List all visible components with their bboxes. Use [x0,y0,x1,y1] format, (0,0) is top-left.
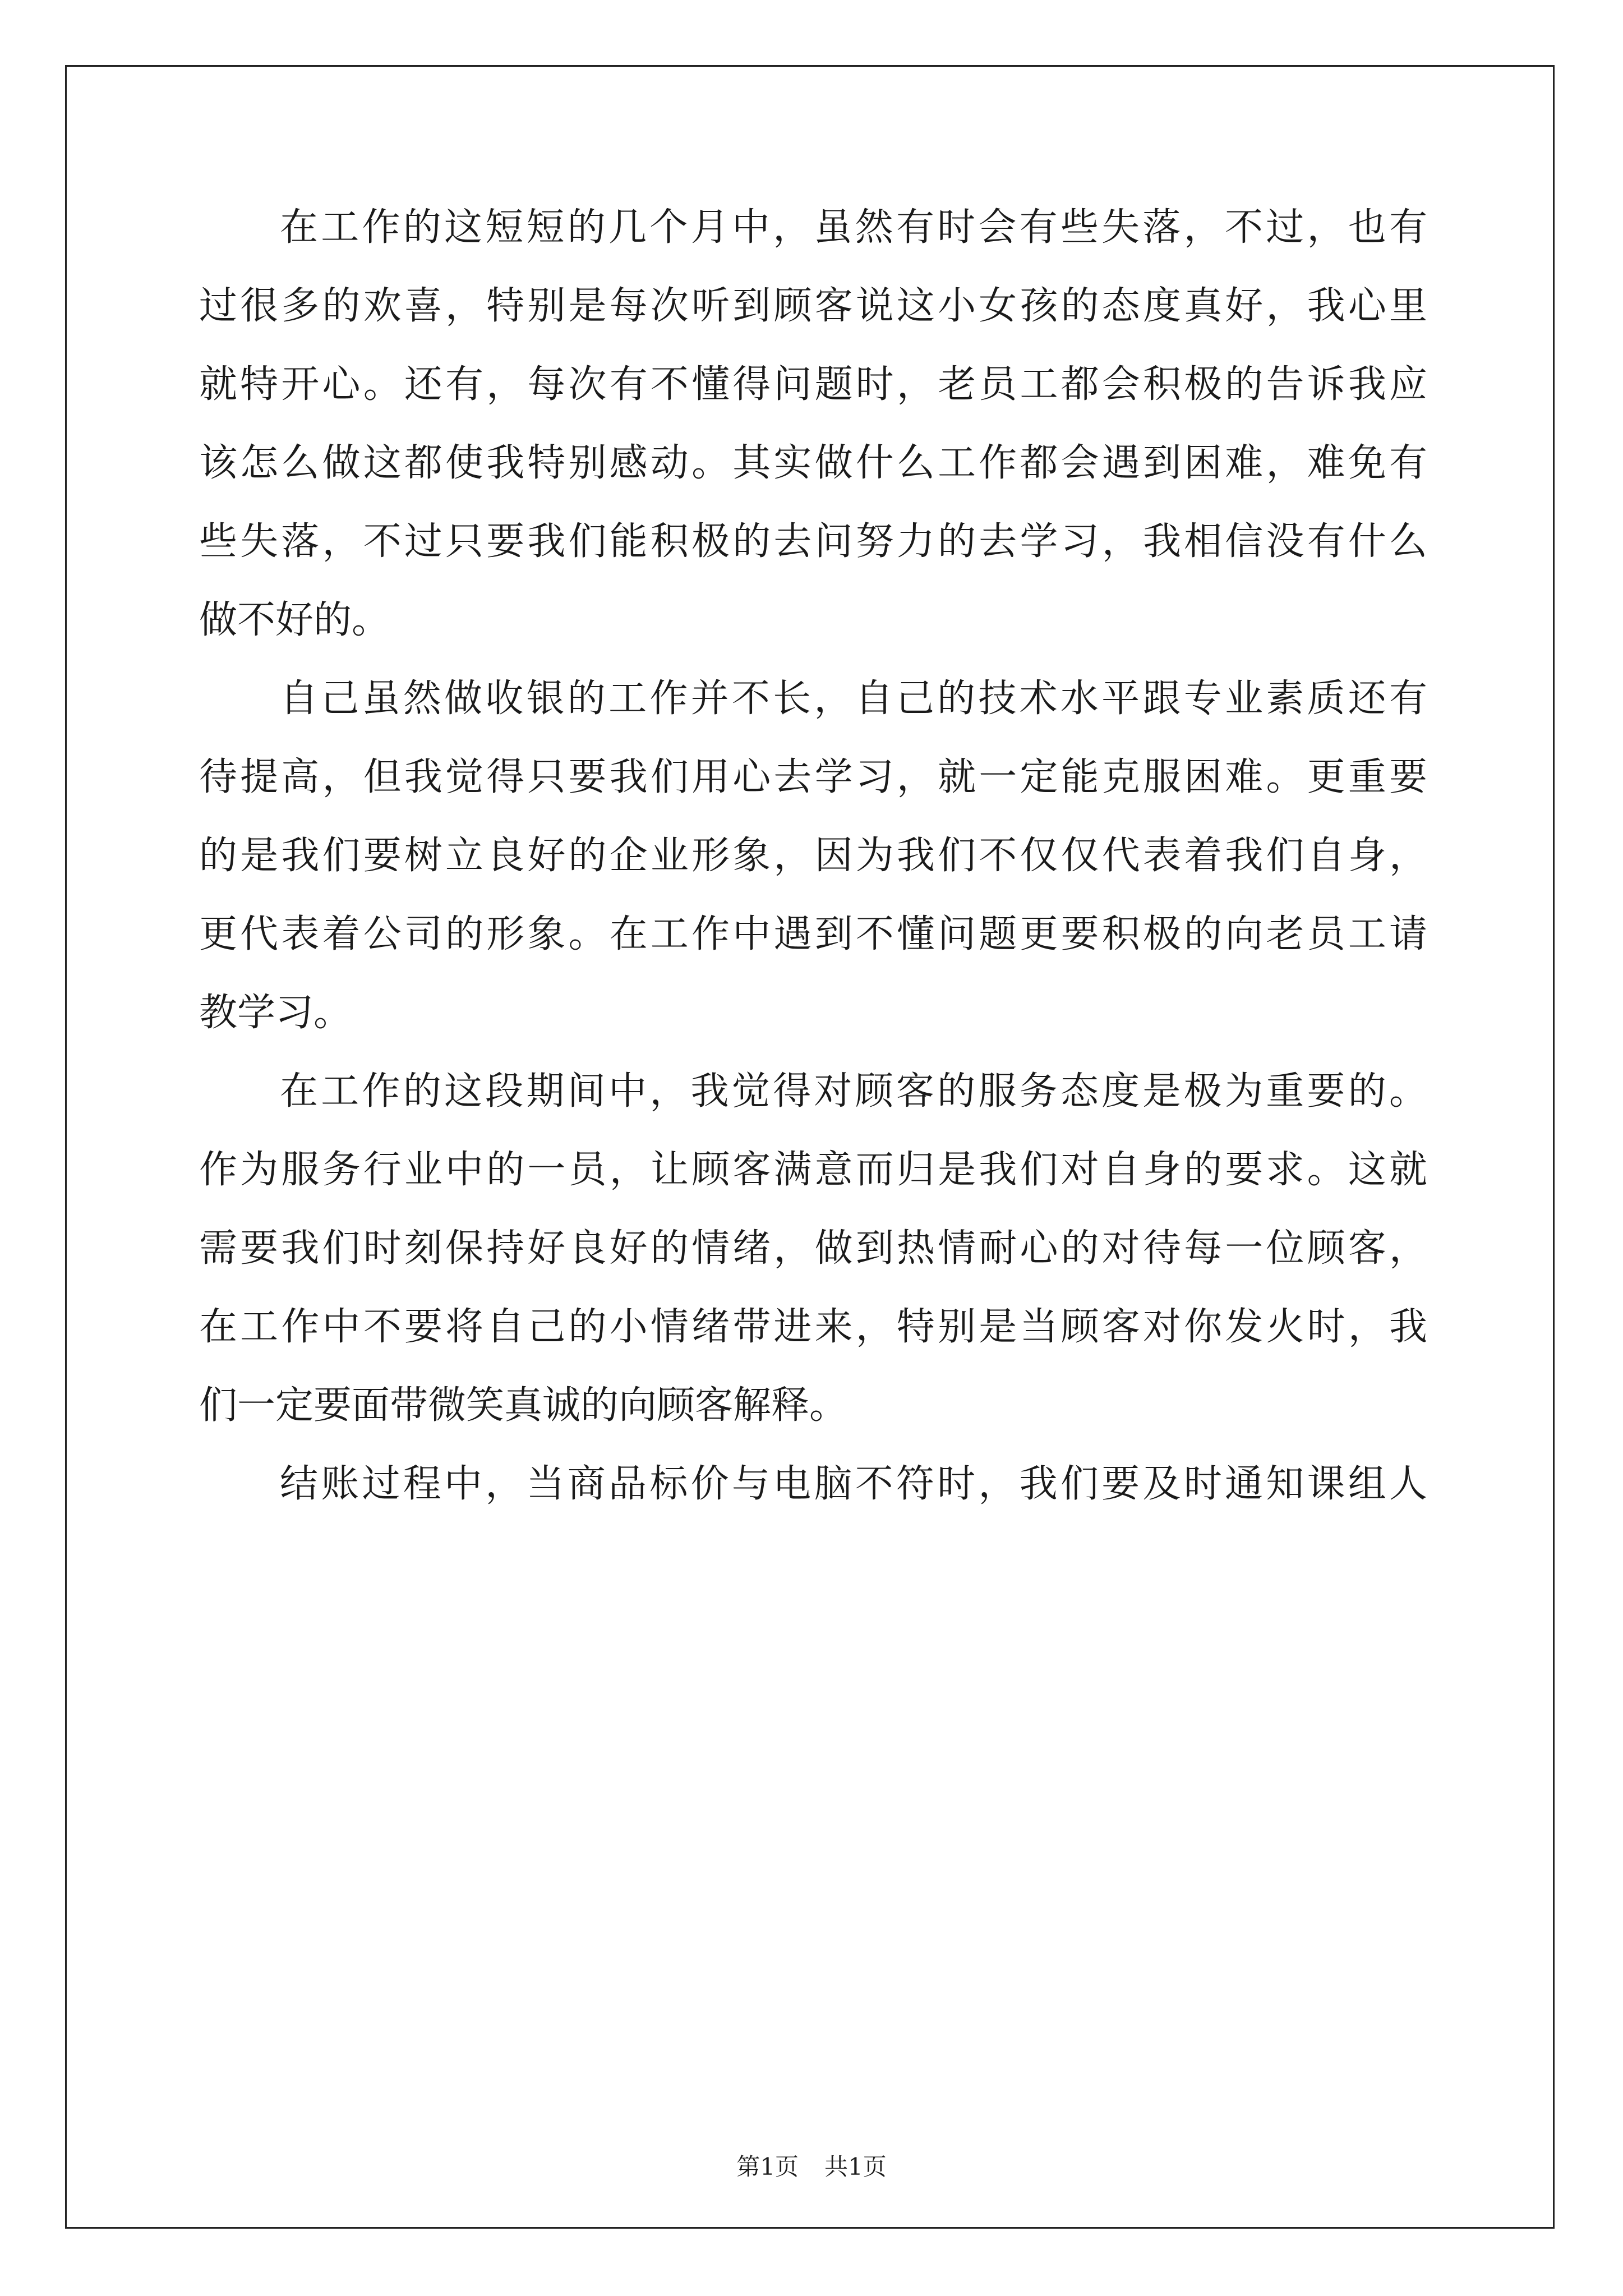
paragraph-1-line-1: 在工作的这短短的几个月中，虽然有时会有些失落，不过，也有 [280,205,1427,250]
paragraph-1-line-3: 就特开心。还有，每次有不懂得问题时，老员工都会积极的告诉我应 [199,362,1427,407]
paragraph-3-line-4: 在工作中不要将自己的小情绪带进来，特别是当顾客对你发火时，我 [199,1305,1427,1349]
paragraph-3-line-1: 在工作的这段期间中，我觉得对顾客的服务态度是极为重要的。 [280,1069,1427,1114]
paragraph-2-line-5: 教学习。 [199,991,352,1035]
paragraph-3-line-5: 们一定要面带微笑真诚的向顾客解释。 [199,1383,848,1428]
paragraph-1-line-4: 该怎么做这都使我特别感动。其实做什么工作都会遇到困难，难免有 [199,441,1427,485]
paragraph-2-line-1: 自己虽然做收银的工作并不长，自己的技术水平跟专业素质还有 [280,677,1427,721]
paragraph-2-line-4: 更代表着公司的形象。在工作中遇到不懂问题更要积极的向老员工请 [199,912,1427,956]
paragraph-1-line-6: 做不好的。 [199,598,390,642]
paragraph-3-line-2: 作为服务行业中的一员，让顾客满意而归是我们对自身的要求。这就 [199,1148,1427,1192]
paragraph-1-line-5: 些失落，不过只要我们能积极的去问努力的去学习，我相信没有什么 [199,519,1427,564]
paragraph-2-line-3: 的是我们要树立良好的企业形象，因为我们不仅仅代表着我们自身， [199,834,1427,878]
page-total: 共1页 [824,2153,887,2180]
page-number: 第1页 [736,2153,799,2180]
page-footer [0,2148,1623,2182]
paragraph-2-line-2: 待提高，但我觉得只要我们用心去学习，就一定能克服困难。更重要 [199,755,1427,799]
paragraph-1-line-2: 过很多的欢喜，特别是每次听到顾客说这小女孩的态度真好，我心里 [199,284,1427,328]
paragraph-4-line-1: 结账过程中，当商品标价与电脑不符时，我们要及时通知课组人 [280,1462,1427,1506]
paragraph-3-line-3: 需要我们时刻保持好良好的情绪，做到热情耐心的对待每一位顾客， [199,1226,1427,1271]
